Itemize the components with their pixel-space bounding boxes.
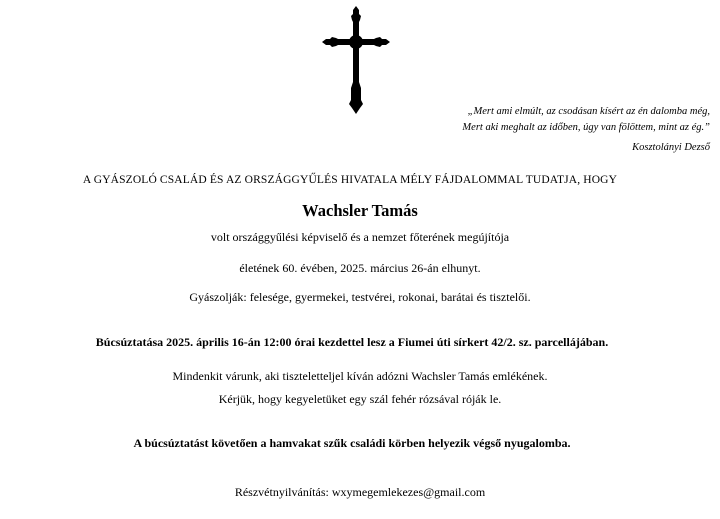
death-line: életének 60. évében, 2025. március 26-án elhunyt. xyxy=(239,261,481,275)
quote-block xyxy=(380,104,710,156)
quote-author: Kosztolányi Dezső xyxy=(632,142,710,153)
deceased-name: Wachsler Tamás xyxy=(302,201,418,220)
cross-icon xyxy=(320,4,392,116)
mourners-line: Gyászolják: felesége, gyermekei, testvérei, rokonai, barátai és tisztelői. xyxy=(189,290,531,304)
condolence-line: Részvétnyilvánítás: wxymegemlekezes@gmail.com xyxy=(234,485,486,499)
role-line: volt országgyűlési képviselő és a nemzet főterének megújítója xyxy=(210,230,510,244)
after-line: A búcsúztatást követően a hamvakat szűk családi körben helyezik végső nyugalomba. xyxy=(133,436,571,450)
request-line: Kérjük, hogy kegyeletüket egy szál fehér rózsával róják le. xyxy=(218,392,502,406)
funeral-line: Búcsúztatása 2025. április 16-án 12:00 órai kezdettel lesz a Fiumei úti sírkert 42/2. sz. parcellájában. xyxy=(95,335,609,349)
intro-line: A GYÁSZOLÓ CSALÁD ÉS AZ ORSZÁGGYŰLÉS HIVATALA MÉLY FÁJDALOMMAL TUDATJA, HOGY xyxy=(82,174,618,186)
quote-line-2: Mert aki meghalt az időben, úgy van fölöttem, mint az ég.” xyxy=(462,121,710,133)
welcome-line: Mindenkit várunk, aki tiszteletteljel kíván adózni Wachsler Tamás emlékének. xyxy=(172,369,548,383)
quote-line-1: „Mert ami elmúlt, az csodásan kísért az én dalomba még, xyxy=(467,106,710,117)
